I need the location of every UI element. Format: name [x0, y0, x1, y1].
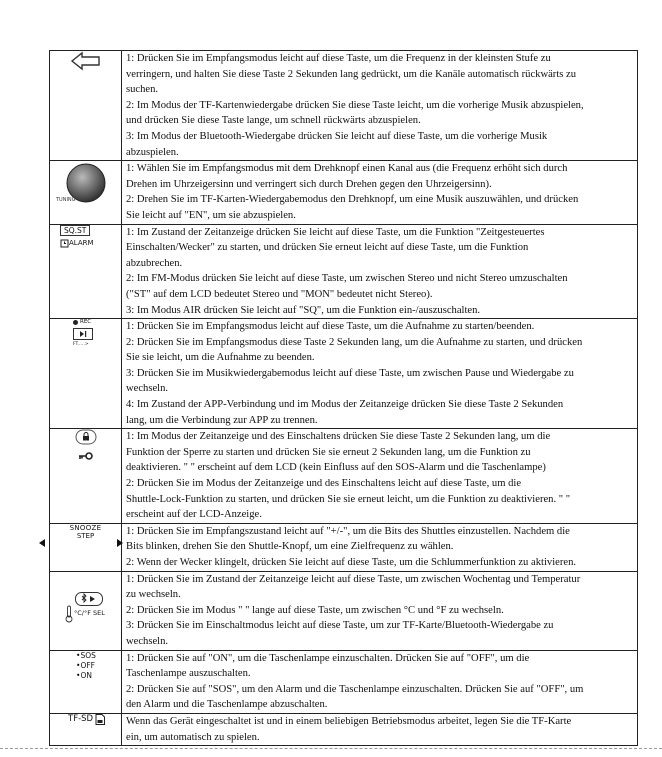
description-cell — [122, 523, 638, 571]
text-line: erscheint auf der LCD-Anzeige. — [126, 509, 262, 521]
text-line: und drücken Sie diese Taste lange, um schnell rückwärts abzuspielen. — [126, 115, 421, 127]
rec-dot-icon — [73, 320, 78, 325]
description-cell — [122, 429, 638, 524]
text-line: Taschenlampe auszuschalten. — [126, 668, 251, 680]
text-line: Wenn das Gerät eingeschaltet ist und in einem beliebigen Betriebsmodus arbeitet, legen Sie die TF-Karte — [126, 715, 572, 727]
tuning-label: TUNING — [56, 197, 76, 204]
text-line: abzuspielen. — [126, 146, 179, 158]
text-line: 2: Drücken Sie im Modus " " lange auf diese Taste, um zwischen °C und °F zu wechseln. — [126, 604, 504, 616]
description-cell — [122, 650, 638, 713]
text-line: 1: Wählen Sie im Empfangsmodus mit dem Drehknopf einen Kanal aus (die Frequenz erhöht sich durch — [126, 163, 568, 175]
table-row — [50, 713, 638, 745]
table-row — [50, 51, 638, 161]
sd-card-icon — [95, 714, 105, 725]
table-row — [50, 650, 638, 713]
description-cell — [122, 571, 638, 650]
bluetooth-play-button-icon — [75, 592, 103, 606]
text-line: 2: Drücken Sie im Modus der Zeitanzeige und des Einschaltens leicht auf diese Taste, um die — [126, 478, 522, 490]
icon-cell — [50, 319, 122, 429]
description-cell — [122, 319, 638, 429]
text-line: verringern, und halten Sie diese Taste 2 Sekunden lang gedrückt, um die Kanäle automatisch rückwärts zu — [126, 68, 577, 80]
description-cell — [122, 51, 638, 161]
text-line: suchen. — [126, 84, 159, 96]
icon-cell — [50, 523, 122, 571]
lock-button-icon — [75, 429, 97, 445]
text-line: wechseln. — [126, 383, 169, 395]
instruction-table — [49, 50, 638, 746]
icon-cell — [50, 224, 122, 319]
text-line: 1: Drücken Sie im Empfangsmodus leicht auf diese Taste, um die Frequenz in der kleinsten Stufe zu — [126, 53, 551, 64]
text-line: deaktivieren. " " erscheint auf dem LCD (kein Einfluss auf den SOS-Alarm und die Taschenlampe) — [126, 462, 546, 474]
text-line: Bits blinken, drehen Sie den Shuttle-Knopf, um eine Zielfrequenz zu wählen. — [126, 541, 454, 553]
alarm-clock-icon — [60, 239, 69, 248]
right-triangle-icon — [117, 539, 123, 547]
text-line: Shuttle-Lock-Funktion zu starten, und drücken Sie sie erneut leicht, um die Funktion zu deaktivieren. " " — [126, 493, 571, 505]
text-line: Funktion der Sperre zu starten und drücken Sie sie erneut 2 Sekunden lang, um die Funktion zu — [126, 446, 531, 458]
left-triangle-icon — [39, 539, 45, 547]
text-line: 1: Drücken Sie im Zustand der Zeitanzeige leicht auf diese Taste, um zwischen Wochentag und Temperatur — [126, 573, 581, 585]
text-line: zu wechseln. — [126, 589, 181, 601]
sos-label: SOS — [80, 650, 96, 660]
description-cell — [122, 161, 638, 224]
temp-unit-select-label: °C/°F SEL — [74, 608, 105, 617]
tf-sd-label: TF-SD — [68, 714, 94, 725]
off-label: OFF — [80, 660, 95, 670]
description-cell — [122, 713, 638, 745]
text-line: 3: Drücken Sie im Musikwiedergabemodus leicht auf diese Taste, um zwischen Pause und Wiedergabe zu — [126, 367, 574, 379]
table-row — [50, 571, 638, 650]
text-line: ("ST" auf dem LCD bedeutet Stereo und "MON" bedeutet nicht Stereo). — [126, 288, 433, 300]
icon-cell — [50, 571, 122, 650]
switch-option-off: •OFF — [76, 660, 95, 670]
play-pause-button-icon — [73, 328, 93, 340]
text-line: 2: Drücken Sie im Empfangsmodus diese Taste 2 Sekunden lang, um die Aufnahme zu starten, und drücken — [126, 336, 583, 348]
switch-option-on: •ON — [76, 670, 92, 680]
icon-cell — [50, 650, 122, 713]
key-icon — [78, 451, 94, 461]
table-row — [50, 523, 638, 571]
switch-option-sos: •SOS — [76, 650, 96, 660]
text-line: 1: Drücken Sie im Empfangsmodus leicht auf diese Taste, um die Aufnahme zu starten/beenden. — [126, 321, 535, 333]
text-line: ein, um automatisch zu spielen. — [126, 731, 260, 743]
text-line: Sie leicht auf "EN", um sie abzuspielen. — [126, 209, 296, 221]
text-line: 2: Im FM-Modus drücken Sie leicht auf diese Taste, um zwischen Stereo und nicht Stereo umzuschalten — [126, 273, 568, 285]
text-line: abzubrechen. — [126, 257, 183, 269]
snooze-label: SNOOZE — [69, 523, 102, 532]
page-bottom-divider — [0, 748, 662, 749]
table-row — [50, 319, 638, 429]
alarm-label: ALARM — [69, 239, 94, 248]
text-line: 2: Im Modus der TF-Kartenwiedergabe drücken Sie diese Taste leicht, um die vorherige Musik abzuspielen, — [126, 99, 584, 111]
text-line: Sie sie leicht, um die Aufnahme zu beenden. — [126, 352, 315, 364]
text-line: den Alarm und die Taschenlampe abzuschalten. — [126, 699, 328, 711]
icon-cell — [50, 429, 122, 524]
sq-st-label: SQ.ST — [64, 225, 87, 235]
text-line: 4: Im Zustand der APP-Verbindung und im Modus der Zeitanzeige drücken Sie diese Taste 2 Sekunden — [126, 399, 564, 411]
text-line: Einschalten/Wecker" zu starten, und drücken Sie erneut leicht auf diese Taste, um die Funktion — [126, 242, 529, 254]
text-line: 2: Drücken Sie auf "SOS", um den Alarm und die Taschenlampe einzuschalten. Drücken Sie auf "OFF", um — [126, 683, 584, 695]
thermometer-icon — [65, 605, 73, 623]
on-label: ON — [80, 670, 92, 680]
step-label: STEP — [76, 531, 95, 540]
table-row — [50, 429, 638, 524]
text-line: 2: Wenn der Wecker klingelt, drücken Sie leicht auf diese Taste, um die Schlummerfunktion zu aktivieren. — [126, 557, 577, 568]
back-arrow-icon — [70, 51, 102, 71]
icon-cell — [50, 51, 122, 161]
table-row — [50, 161, 638, 224]
text-line: wechseln. — [126, 635, 169, 647]
icon-cell — [50, 713, 122, 745]
icon-cell — [50, 161, 122, 224]
alarm-label-row — [60, 239, 94, 248]
sq-st-button-icon — [60, 225, 90, 236]
table-row — [50, 224, 638, 319]
text-line: 3: Drücken Sie im Einschaltmodus leicht auf diese Taste, um zur TF-Karte/Bluetooth-Wiedergabe zu — [126, 620, 554, 632]
text-line: lang, um die Verbindung zur APP zu trennen. — [126, 414, 318, 426]
text-line: 1: Im Zustand der Zeitanzeige drücken Sie leicht auf diese Taste, um die Funktion "Zeitgesteuertes — [126, 226, 545, 238]
ft-label: FT.....> — [73, 342, 89, 348]
text-line: 2: Drehen Sie im TF-Karten-Wiedergabemodus den Drehknopf, um eine Musik auszuwählen, und drücken — [126, 194, 579, 206]
text-line: 3: Im Modus AIR drücken Sie leicht auf "SQ", um die Funktion ein-/auszuschalten. — [126, 304, 481, 316]
description-cell — [122, 224, 638, 319]
text-line: 1: Drücken Sie im Empfangszustand leicht auf "+/-", um die Bits des Shuttles einzustellen. Nachdem die — [126, 525, 570, 537]
rec-label: REC — [80, 319, 92, 326]
text-line: 1: Drücken Sie auf "ON", um die Taschenlampe einzuschalten. Drücken Sie auf "OFF", um die — [126, 652, 530, 664]
text-line: 1: Im Modus der Zeitanzeige und des Einschaltens drücken Sie diese Taste 2 Sekunden lang, um die — [126, 431, 551, 443]
text-line: 3: Im Modus der Bluetooth-Wiedergabe drücken Sie leicht auf diese Taste, um die vorherige Musik — [126, 130, 548, 142]
rec-label-row — [73, 319, 91, 325]
text-line: Drehen im Uhrzeigersinn und verringert sich durch Drehen gegen den Uhrzeigersinn). — [126, 178, 492, 190]
